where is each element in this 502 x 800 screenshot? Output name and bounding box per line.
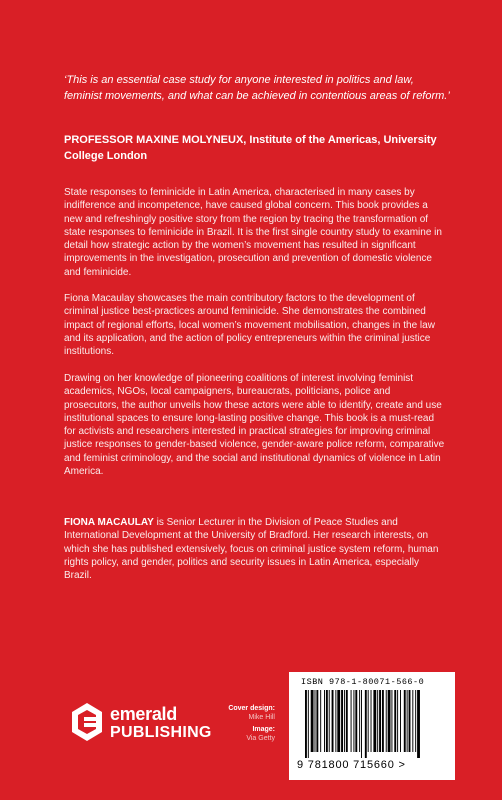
barcode-bar [407, 690, 408, 752]
barcode-bar [373, 690, 376, 752]
barcode-bar [379, 690, 381, 752]
barcode-bar [329, 690, 330, 752]
cover-design-value: Mike Hill [248, 714, 275, 721]
barcode-bar [344, 690, 345, 752]
barcode-bar [353, 690, 354, 752]
isbn-barcode [289, 672, 455, 780]
barcode-bar [311, 690, 314, 752]
barcode-digits: 9 781800 715660 > [297, 759, 406, 771]
barcode-bar [394, 690, 396, 752]
author-bio-text: is Senior Lecturer in the Division of Peace Studies and International Development at the University of Bradford. Her research interests, on which she has published extensively, focus on criminal justice system reform, human rights policy, and gender, politics and security issues in Latin America, especially Brazil. [64, 517, 439, 582]
barcode-bar [315, 690, 316, 752]
barcode-bar [324, 690, 325, 752]
author-name: FIONA MACAULAY [64, 517, 154, 528]
cover-credits [200, 704, 275, 746]
endorsement-quote: ‘This is an essential case study for anyone interested in politics and law, feminist movements, and what can be achieved in contentious areas of reform.’ [64, 74, 450, 102]
barcode-bar [368, 690, 369, 752]
barcode-bar [371, 690, 372, 752]
barcode-bar [382, 690, 384, 752]
barcode-bar [308, 690, 309, 758]
barcode-bar [337, 690, 340, 752]
barcode-bar [412, 690, 413, 752]
barcode-bar [316, 690, 318, 752]
emerald-logo-icon [70, 702, 104, 742]
barcode-bar [417, 690, 420, 758]
barcode-bar [335, 690, 336, 752]
barcode-bar [397, 690, 398, 752]
barcode-bar [326, 690, 328, 752]
isbn-number: ISBN 978-1-80071-566-0 [301, 677, 425, 687]
barcode-bar [305, 690, 307, 758]
barcode-bar [386, 690, 387, 752]
image-credit-label: Image: [252, 726, 275, 733]
cover-design-label: Cover design: [228, 705, 275, 712]
endorsement-attribution: PROFESSOR MAXINE MOLYNEUX, Institute of the Americas, University College London [64, 134, 437, 162]
blurb-paragraph-2: Fiona Macaulay showcases the main contributory factors to the development of criminal justice best-practices around feminicide. She demonstrates the combined impact of regional efforts, local women’s movement mobilisation, changes in the law and its application, and the action of policy entrepreneurs within the criminal justice institutions. [64, 293, 435, 358]
barcode-bar [346, 690, 348, 752]
barcode-bar [361, 690, 362, 758]
barcode-bar [341, 690, 343, 752]
image-credit-value: Via Getty [246, 735, 275, 742]
barcode-bar [400, 690, 401, 752]
barcode-bar [409, 690, 411, 752]
author-bio [64, 516, 446, 582]
blurb-paragraph-3: Drawing on her knowledge of pioneering coalitions of interest involving feminist academics, NGOs, local campaigners, bureaucrats, politicians, police and prosecutors, the author unveils how these actors were able to identify, create and use institutional spaces to ensure long-lasting positive change. This book is a must-read for activists and researchers interested in practical strategies for improving criminal justice responses to gender-based violence, gender-aware police reform, comparative and feminist criminology, and the social and institutional dynamics of violence in Latin America. [64, 373, 445, 478]
barcode-icon [299, 690, 445, 758]
barcode-bar [388, 690, 391, 752]
barcode-bar [377, 690, 378, 752]
barcode-bar [351, 690, 352, 752]
barcode-bar [320, 690, 321, 752]
publisher-logo [70, 698, 212, 748]
barcode-bar [404, 690, 406, 752]
publisher-name: emerald [110, 704, 177, 724]
barcode-bar [415, 690, 416, 752]
blurb-paragraph-1: State responses to feminicide in Latin America, characterised in many cases by indifference and incompetence, have caused global concern. This book provides a new and refreshingly positive story from the region by tracing the transformation of state responses to feminicide in Brazil. It is the first single country study to examine in detail how strategic action by the women’s movement has resulted in significant improvements in the investigation, prosecution and prevention of domestic violence and feminicide. [64, 187, 442, 278]
barcode-bar [391, 690, 392, 752]
publisher-subtitle: PUBLISHING [110, 724, 212, 741]
barcode-bar [332, 690, 334, 752]
barcode-bar [359, 690, 360, 752]
barcode-bar [365, 690, 367, 758]
barcode-bar [355, 690, 357, 752]
